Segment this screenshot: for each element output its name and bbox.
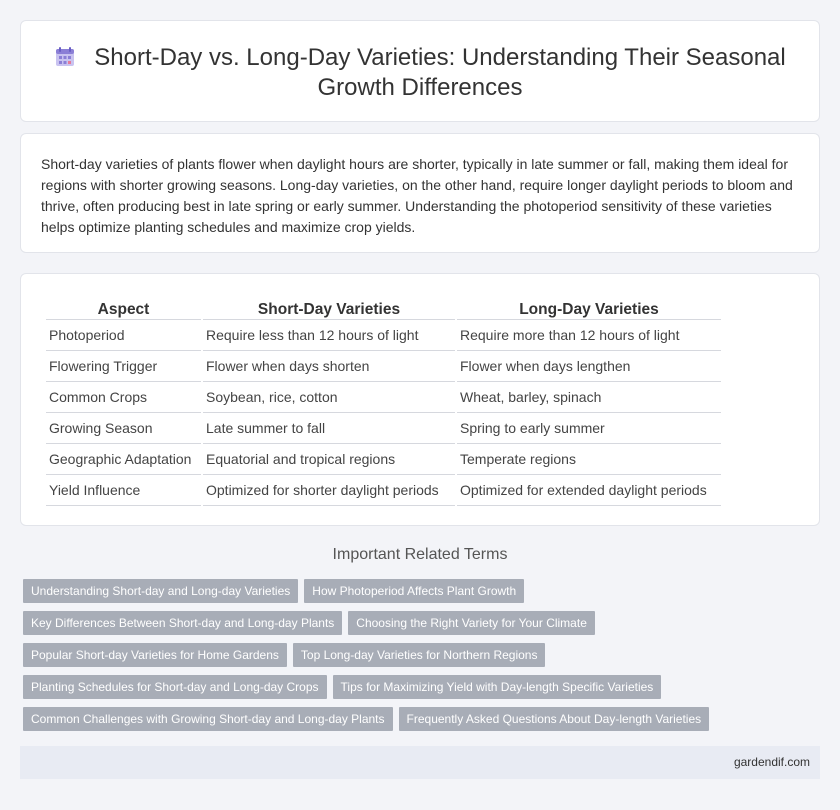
header-card (20, 20, 820, 122)
related-term-tag[interactable]: Frequently Asked Questions About Day-length Varieties (399, 707, 710, 731)
header-aspect: Aspect (46, 294, 201, 320)
calendar-icon (54, 46, 76, 68)
tag-row (23, 643, 823, 675)
tag-row (23, 579, 823, 611)
related-term-tag[interactable]: Tips for Maximizing Yield with Day-length Specific Varieties (333, 675, 662, 699)
table-cell: Optimized for shorter daylight periods (203, 475, 455, 506)
footer-site: gardendif.com (733, 755, 810, 769)
tag-row (23, 707, 823, 739)
table-cell: Yield Influence (46, 475, 201, 506)
table-cell: Late summer to fall (203, 413, 455, 444)
table-header-row (46, 294, 721, 320)
table-row (46, 413, 721, 444)
table-cell: Geographic Adaptation (46, 444, 201, 475)
table-row (46, 475, 721, 506)
table-cell: Wheat, barley, spinach (457, 382, 721, 413)
table-cell: Require less than 12 hours of light (203, 320, 455, 351)
related-term-tag[interactable]: Planting Schedules for Short-day and Long-day Crops (23, 675, 327, 699)
intro-text: Short-day varieties of plants flower when daylight hours are shorter, typically in late summer or fall, making them ideal for regions with shorter growing seasons. Long-day varieties, on the other hand, require longer daylight periods to bloom and thrive, often producing best in late spring or early summer. Understanding the photoperiod sensitivity of these varieties helps optimize planting schedules and maximize crop yields. (41, 156, 793, 235)
tag-row (23, 611, 823, 643)
table-cell: Soybean, rice, cotton (203, 382, 455, 413)
table-cell: Spring to early summer (457, 413, 721, 444)
table-cell: Flowering Trigger (46, 351, 201, 382)
related-terms-list (23, 579, 823, 739)
related-term-tag[interactable]: Popular Short-day Varieties for Home Gardens (23, 643, 287, 667)
title-line-2: Growth Differences (317, 74, 523, 101)
table-cell: Common Crops (46, 382, 201, 413)
table-cell: Growing Season (46, 413, 201, 444)
related-term-tag[interactable]: Common Challenges with Growing Short-day and Long-day Plants (23, 707, 393, 731)
table-cell: Flower when days shorten (203, 351, 455, 382)
table-cell: Optimized for extended daylight periods (457, 475, 721, 506)
related-term-tag[interactable]: How Photoperiod Affects Plant Growth (304, 579, 524, 603)
tag-row (23, 675, 823, 707)
table-cell: Temperate regions (457, 444, 721, 475)
intro-card (20, 133, 820, 253)
header-short-day: Short-Day Varieties (203, 294, 455, 320)
table-cell: Equatorial and tropical regions (203, 444, 455, 475)
table-row (46, 320, 721, 351)
title-line-1: Short-Day vs. Long-Day Varieties: Understanding Their Seasonal (94, 44, 786, 71)
table-row (46, 382, 721, 413)
header-long-day: Long-Day Varieties (457, 294, 721, 320)
comparison-card (20, 273, 820, 526)
related-term-tag[interactable]: Top Long-day Varieties for Northern Regions (293, 643, 546, 667)
table-cell: Flower when days lengthen (457, 351, 721, 382)
table-row (46, 351, 721, 382)
related-terms-title: Important Related Terms (332, 546, 508, 563)
related-term-tag[interactable]: Understanding Short-day and Long-day Varieties (23, 579, 298, 603)
footer (20, 746, 820, 779)
table-cell: Photoperiod (46, 320, 201, 351)
page-title (21, 43, 819, 103)
table-cell: Require more than 12 hours of light (457, 320, 721, 351)
related-term-tag[interactable]: Choosing the Right Variety for Your Climate (348, 611, 595, 635)
comparison-table (44, 294, 723, 506)
related-term-tag[interactable]: Key Differences Between Short-day and Long-day Plants (23, 611, 342, 635)
table-row (46, 444, 721, 475)
